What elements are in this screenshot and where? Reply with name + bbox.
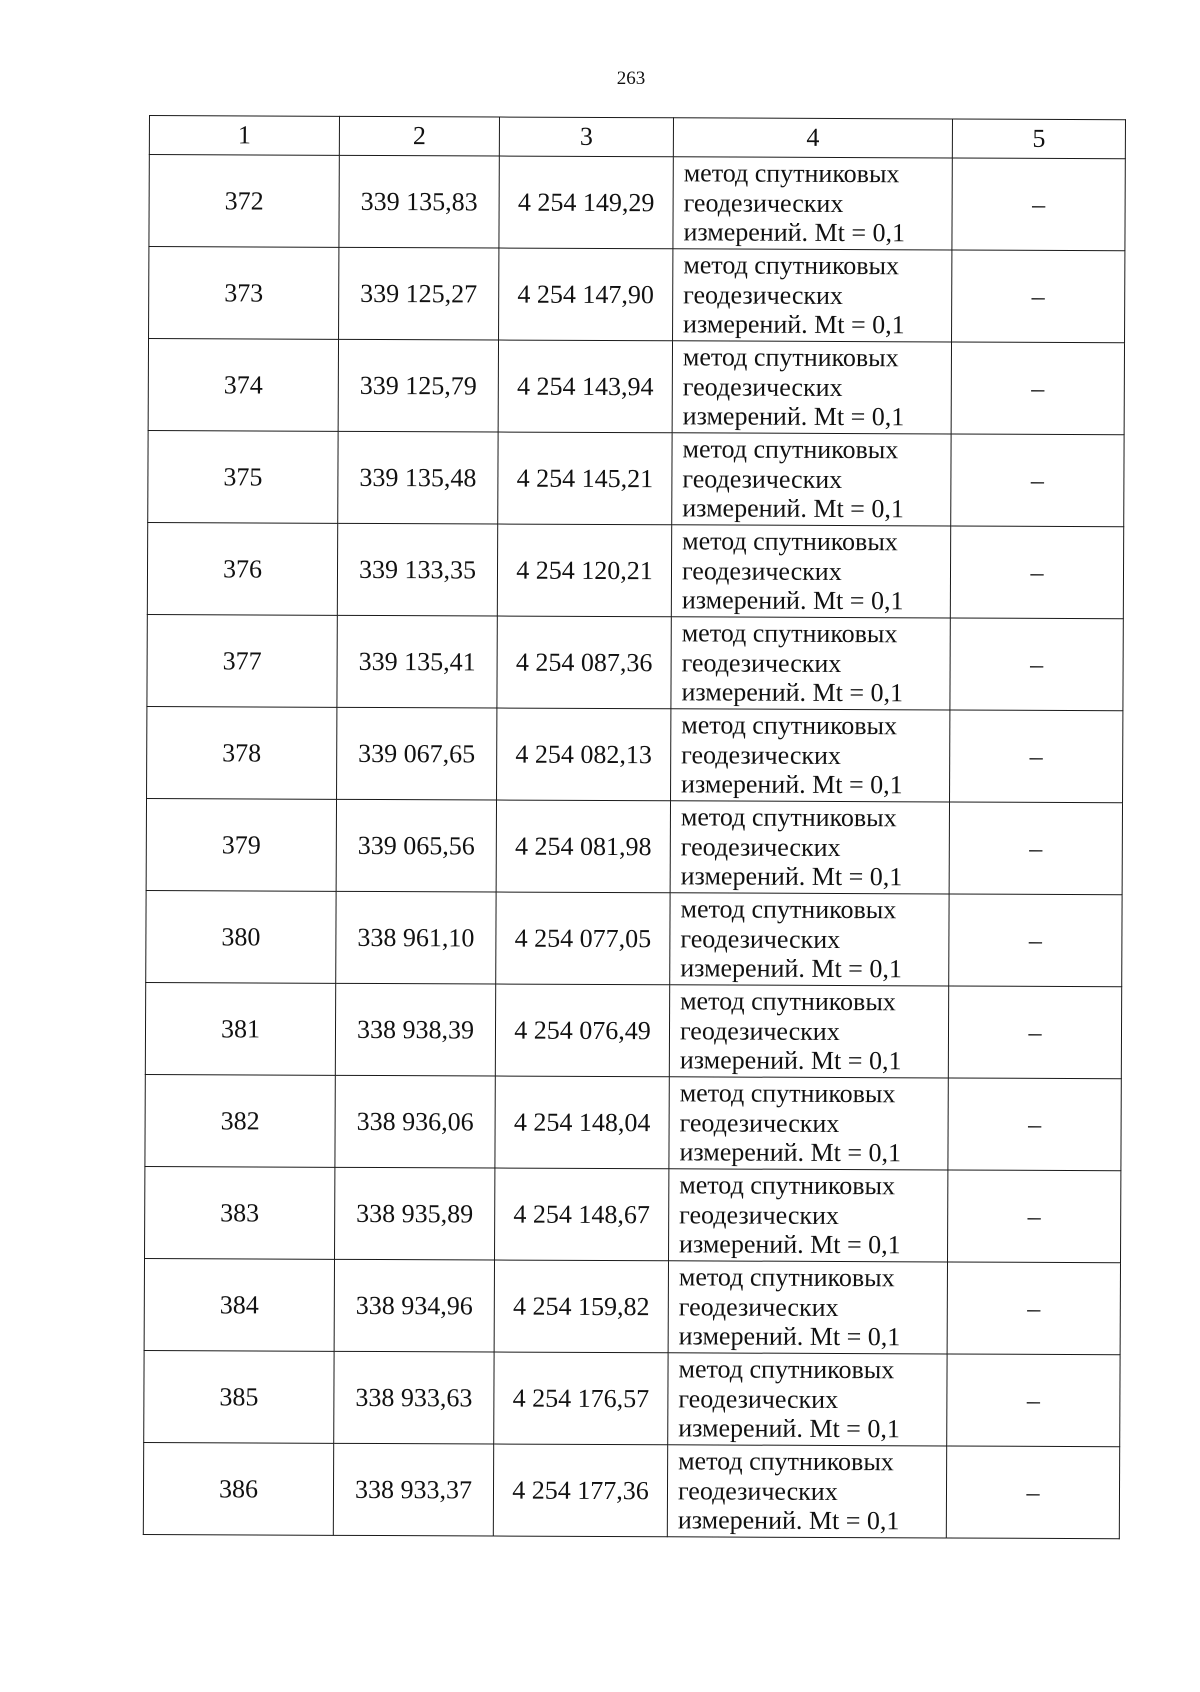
x-coordinate-cell: 339 067,65 xyxy=(337,707,497,800)
method-cell xyxy=(672,433,951,526)
note-cell: – xyxy=(950,618,1123,711)
method-line: метод спутниковых xyxy=(682,526,898,557)
table-row xyxy=(149,155,1125,251)
note-cell: – xyxy=(950,710,1123,803)
method-cell xyxy=(670,893,949,986)
x-coordinate-cell: 338 933,63 xyxy=(334,1351,494,1444)
method-line: геодезических xyxy=(682,464,843,494)
method-cell xyxy=(669,1169,948,1262)
method-line: измерений. Mt = 0,1 xyxy=(683,217,906,248)
x-coordinate-cell: 339 125,27 xyxy=(339,247,499,340)
method-line: метод спутниковых xyxy=(678,1354,895,1385)
note-cell: – xyxy=(952,158,1125,251)
method-cell xyxy=(670,801,949,894)
method-line: геодезических xyxy=(679,1016,840,1046)
note-cell: – xyxy=(948,1170,1121,1263)
x-coordinate-cell: 339 133,35 xyxy=(337,523,497,616)
y-coordinate-cell: 4 254 143,94 xyxy=(498,340,672,433)
note-cell: – xyxy=(947,1262,1120,1355)
method-line: геодезических xyxy=(679,1108,840,1138)
point-number-cell: 385 xyxy=(144,1350,334,1443)
note-cell: – xyxy=(948,986,1121,1079)
method-line: геодезических xyxy=(677,1476,838,1506)
point-number-cell: 375 xyxy=(148,430,338,523)
method-line: метод спутниковых xyxy=(680,986,896,1017)
header-col-4: 4 xyxy=(673,118,952,158)
method-line: метод спутниковых xyxy=(681,710,898,741)
note-cell: – xyxy=(948,1078,1121,1171)
x-coordinate-cell: 339 135,41 xyxy=(337,615,497,708)
table-row xyxy=(145,1074,1121,1170)
method-line: метод спутниковых xyxy=(682,434,899,465)
point-number-cell: 379 xyxy=(146,798,336,891)
method-line: геодезических xyxy=(681,740,842,770)
point-number-cell: 377 xyxy=(147,614,337,707)
method-cell xyxy=(669,1077,948,1170)
coordinates-table-wrapper xyxy=(143,115,1125,1539)
table-row xyxy=(143,1442,1119,1538)
note-cell: – xyxy=(951,342,1124,435)
y-coordinate-cell: 4 254 147,90 xyxy=(499,248,673,341)
table-row xyxy=(144,1350,1120,1446)
point-number-cell: 373 xyxy=(149,247,339,340)
point-number-cell: 383 xyxy=(145,1166,335,1259)
x-coordinate-cell: 338 935,89 xyxy=(335,1167,495,1260)
method-cell xyxy=(671,709,950,802)
method-line: метод спутниковых xyxy=(681,618,898,649)
method-line: измерений. Mt = 0,1 xyxy=(682,493,904,524)
method-line: метод спутниковых xyxy=(679,1170,896,1201)
point-number-cell: 386 xyxy=(143,1442,333,1535)
x-coordinate-cell: 338 961,10 xyxy=(336,891,496,984)
y-coordinate-cell: 4 254 148,04 xyxy=(495,1076,669,1169)
table-row xyxy=(145,982,1121,1078)
method-line: измерений. Mt = 0,1 xyxy=(678,1321,901,1352)
x-coordinate-cell: 338 933,37 xyxy=(333,1443,493,1536)
method-line: измерений. Mt = 0,1 xyxy=(679,1137,902,1168)
page-number: 263 xyxy=(616,68,646,89)
y-coordinate-cell: 4 254 149,29 xyxy=(499,156,673,249)
note-cell: – xyxy=(949,802,1122,895)
header-col-5: 5 xyxy=(952,119,1125,159)
method-line: метод спутниковых xyxy=(678,1262,895,1293)
table-header xyxy=(149,116,1125,159)
method-line: измерений. Mt = 0,1 xyxy=(679,1229,901,1260)
note-cell: – xyxy=(946,1446,1119,1539)
note-cell: – xyxy=(951,434,1124,527)
method-line: метод спутниковых xyxy=(679,1078,896,1109)
x-coordinate-cell: 339 125,79 xyxy=(338,339,498,432)
method-cell xyxy=(669,985,948,1078)
method-cell xyxy=(667,1445,946,1538)
method-line: геодезических xyxy=(680,832,841,862)
method-line: метод спутниковых xyxy=(680,802,897,833)
method-line: измерений. Mt = 0,1 xyxy=(682,401,905,432)
coordinates-table xyxy=(143,115,1126,1539)
method-line: измерений. Mt = 0,1 xyxy=(681,585,904,616)
y-coordinate-cell: 4 254 087,36 xyxy=(497,616,671,709)
table-row xyxy=(148,339,1124,435)
method-line: измерений. Mt = 0,1 xyxy=(681,769,903,800)
table-row xyxy=(146,798,1122,894)
y-coordinate-cell: 4 254 177,36 xyxy=(493,1444,667,1537)
method-cell xyxy=(671,525,950,618)
method-cell xyxy=(671,617,950,710)
x-coordinate-cell: 339 065,56 xyxy=(336,799,496,892)
method-line: геодезических xyxy=(682,372,843,402)
table-row xyxy=(147,706,1123,802)
method-line: измерений. Mt = 0,1 xyxy=(678,1413,900,1444)
x-coordinate-cell: 338 936,06 xyxy=(335,1075,495,1168)
method-line: геодезических xyxy=(683,280,844,310)
method-cell xyxy=(668,1261,947,1354)
y-coordinate-cell: 4 254 077,05 xyxy=(496,892,670,985)
y-coordinate-cell: 4 254 120,21 xyxy=(497,524,671,617)
point-number-cell: 374 xyxy=(148,339,338,432)
table-row xyxy=(149,247,1125,343)
method-line: метод спутниковых xyxy=(682,342,899,373)
table-row xyxy=(145,1166,1121,1262)
table-body xyxy=(143,155,1125,1539)
x-coordinate-cell: 338 938,39 xyxy=(335,983,495,1076)
table-row xyxy=(146,890,1122,986)
method-cell xyxy=(673,157,952,250)
note-cell: – xyxy=(952,250,1125,343)
method-line: метод спутниковых xyxy=(683,158,900,189)
method-line: геодезических xyxy=(679,1200,840,1230)
header-col-2: 2 xyxy=(339,116,499,156)
x-coordinate-cell: 339 135,83 xyxy=(339,155,499,248)
method-line: метод спутниковых xyxy=(683,250,900,281)
y-coordinate-cell: 4 254 176,57 xyxy=(494,1352,668,1445)
point-number-cell: 380 xyxy=(146,890,336,983)
header-col-3: 3 xyxy=(499,117,673,157)
x-coordinate-cell: 338 934,96 xyxy=(334,1259,494,1352)
y-coordinate-cell: 4 254 082,13 xyxy=(497,708,671,801)
table-row xyxy=(147,614,1123,710)
x-coordinate-cell: 339 135,48 xyxy=(338,431,498,524)
point-number-cell: 378 xyxy=(147,706,337,799)
method-line: измерений. Mt = 0,1 xyxy=(680,861,903,892)
method-line: геодезических xyxy=(680,924,841,954)
note-cell: – xyxy=(950,526,1123,619)
method-line: измерений. Mt = 0,1 xyxy=(680,953,902,984)
point-number-cell: 382 xyxy=(145,1074,335,1167)
table-row xyxy=(147,522,1123,618)
method-line: геодезических xyxy=(678,1292,839,1322)
method-line: измерений. Mt = 0,1 xyxy=(677,1505,900,1536)
note-cell: – xyxy=(947,1354,1120,1447)
point-number-cell: 384 xyxy=(144,1258,334,1351)
point-number-cell: 376 xyxy=(147,522,337,615)
header-col-1: 1 xyxy=(149,116,339,156)
y-coordinate-cell: 4 254 076,49 xyxy=(495,984,669,1077)
y-coordinate-cell: 4 254 081,98 xyxy=(496,800,670,893)
point-number-cell: 372 xyxy=(149,155,339,248)
method-cell xyxy=(673,249,952,342)
method-line: геодезических xyxy=(683,188,844,218)
note-cell: – xyxy=(949,894,1122,987)
y-coordinate-cell: 4 254 148,67 xyxy=(495,1168,669,1261)
table-row xyxy=(144,1258,1120,1354)
method-line: измерений. Mt = 0,1 xyxy=(681,677,904,708)
method-line: геодезических xyxy=(678,1384,839,1414)
table-row xyxy=(148,430,1124,526)
method-line: метод спутниковых xyxy=(680,894,897,925)
method-line: метод спутниковых xyxy=(678,1446,894,1477)
point-number-cell: 381 xyxy=(145,982,335,1075)
method-cell xyxy=(668,1353,947,1446)
method-cell xyxy=(672,341,951,434)
y-coordinate-cell: 4 254 145,21 xyxy=(498,432,672,525)
header-row xyxy=(149,116,1125,159)
method-line: геодезических xyxy=(681,556,842,586)
method-line: геодезических xyxy=(681,648,842,678)
y-coordinate-cell: 4 254 159,82 xyxy=(494,1260,668,1353)
method-line: измерений. Mt = 0,1 xyxy=(683,309,905,340)
method-line: измерений. Mt = 0,1 xyxy=(679,1045,902,1076)
